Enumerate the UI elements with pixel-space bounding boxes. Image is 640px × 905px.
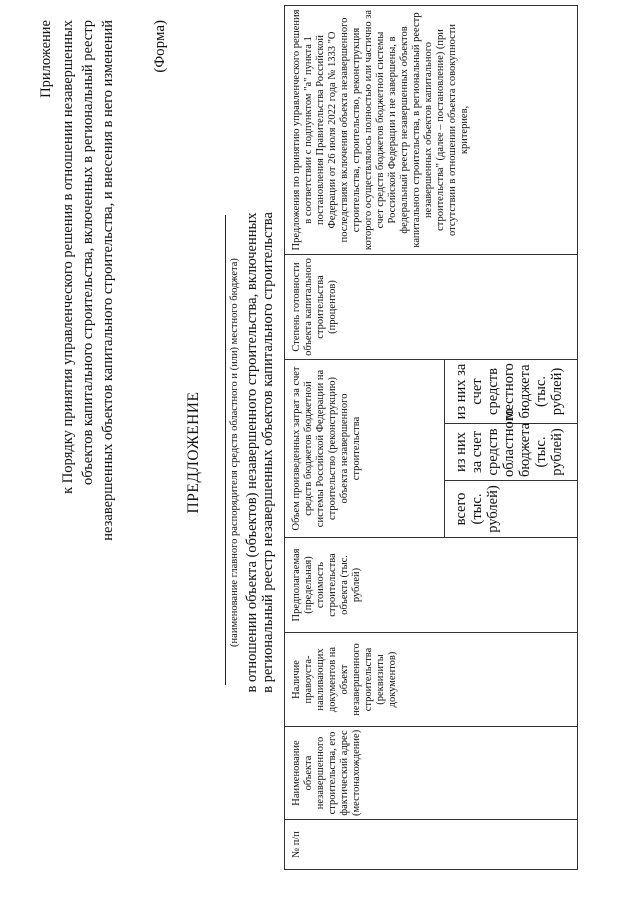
col-proposal-header: Предложения по принятию управленческого решения в соответствии с подпунктом "а" пункта 1 постановления Правительства Российской Федерации от 26 июля 2022 года № 1333 "О последствиях включения объекта незавершенного строительства, строительство, реконструкция которого осуществлялось полностью или частично за счет средств бюджетов бюджетной системы Российской Федерации и не завершены, в федеральный реестр незавершенных объектов капитального строительства, в региональный реестр незавершенных объектов капитального строительства" (далее – постановление) (при отсутствии в отношении объекта совокупности критериев, xyxy=(285,5,578,254)
header-line-1: к Порядку принятия управленческого решения в отношении незавершенных xyxy=(60,20,76,494)
col-readiness-header: Степень готовности объекта капитального строительства (процентов) xyxy=(285,254,578,359)
col-spent-total-header: всего (тыс. рублей) xyxy=(445,481,578,538)
col-docs-header: Наличие правоуста-навливающих документов на объект незавершенного строительства (реквизиты документов) xyxy=(285,633,578,727)
header-line-2: объектов капитального строительства, включенных в региональный реестр xyxy=(80,20,96,485)
form-label: (Форма) xyxy=(152,20,168,73)
proposal-table xyxy=(284,5,578,870)
col-spent-local-header: из них за счет средств местного бюджета (тыс. рублей) xyxy=(445,359,578,423)
subtitle-line-2: в региональный реестр незавершенных объектов капитального строительства xyxy=(260,212,276,693)
header-line-3: незавершенных объектов капитального строительства, и внесения в него изменений xyxy=(100,20,116,541)
caption-note: (наименование главного распорядителя средств областного и (или) местного бюджета) xyxy=(229,258,240,647)
caption-underline xyxy=(225,215,226,685)
col-name-header: Наименование объекта незавершенного строительства, его фактический адрес (местонахождение) xyxy=(285,727,578,820)
col-spent-regional-header: из них за счет средств областного бюджета (тыс. рублей) xyxy=(445,424,578,481)
col-spent-header: Объем произведенных затрат за счет средств бюджетов бюджетной системы Российской Федерации на строительство (реконструкцию) объекта незавершенного строительства xyxy=(285,359,445,537)
table-header-row xyxy=(285,5,445,869)
appendix-label: Приложение xyxy=(38,20,54,98)
col-number-header: № п/п xyxy=(285,820,578,870)
col-cost-header: Предполагаемая (предельная) стоимость строительства объекта (тыс. рублей) xyxy=(285,538,578,633)
document-title: ПРЕДЛОЖЕНИЕ xyxy=(185,391,202,514)
subtitle-line-1: в отношении объекта (объектов) незавершенного строительства, включенных xyxy=(244,212,260,693)
